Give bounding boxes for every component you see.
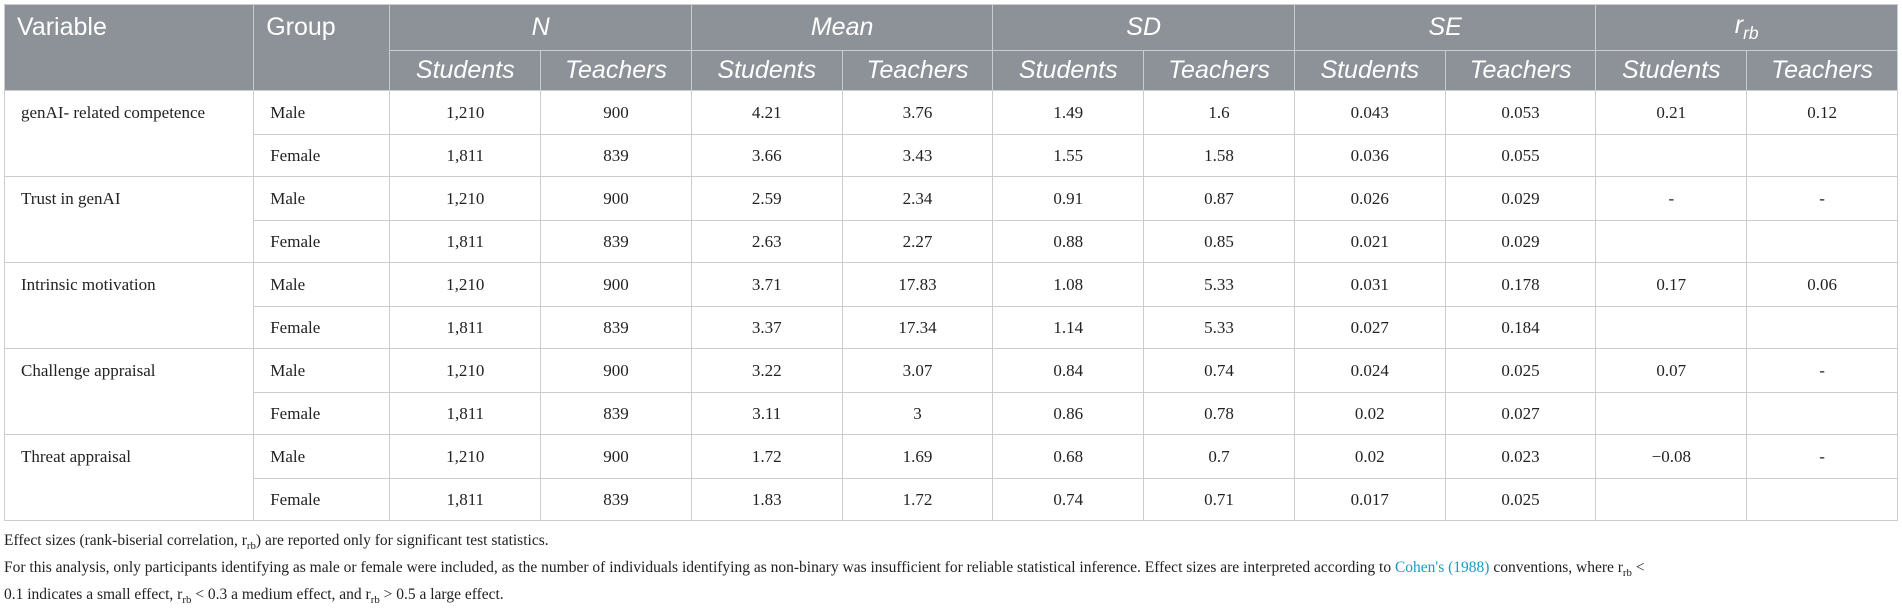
value-cell bbox=[1596, 393, 1747, 435]
header-variable: Variable bbox=[5, 5, 254, 91]
value-cell: 3.76 bbox=[842, 91, 993, 135]
value-cell: - bbox=[1596, 177, 1747, 221]
header-teachers: Teachers bbox=[1747, 51, 1898, 91]
value-cell: 1.69 bbox=[842, 435, 993, 479]
value-cell: 17.34 bbox=[842, 307, 993, 349]
value-cell: 2.27 bbox=[842, 221, 993, 263]
variable-cell: Threat appraisal bbox=[5, 435, 254, 521]
value-cell: 0.21 bbox=[1596, 91, 1747, 135]
header-se: SE bbox=[1294, 5, 1596, 51]
header-teachers: Teachers bbox=[541, 51, 692, 91]
value-cell: 1,210 bbox=[390, 435, 541, 479]
header-students: Students bbox=[691, 51, 842, 91]
table-row bbox=[5, 479, 1898, 521]
value-cell: 0.025 bbox=[1445, 479, 1596, 521]
header-group: Group bbox=[254, 5, 390, 91]
table-row bbox=[5, 91, 1898, 135]
header-teachers: Teachers bbox=[842, 51, 993, 91]
value-cell: 0.017 bbox=[1294, 479, 1445, 521]
value-cell bbox=[1596, 479, 1747, 521]
value-cell bbox=[1747, 393, 1898, 435]
value-cell: 1,811 bbox=[390, 307, 541, 349]
value-cell: 0.78 bbox=[1144, 393, 1295, 435]
value-cell: 839 bbox=[541, 307, 692, 349]
header-rrb bbox=[1596, 5, 1898, 51]
value-cell: 0.178 bbox=[1445, 263, 1596, 307]
group-cell: Female bbox=[254, 393, 390, 435]
value-cell: 3 bbox=[842, 393, 993, 435]
table-row bbox=[5, 307, 1898, 349]
header-n: N bbox=[390, 5, 692, 51]
value-cell: 0.74 bbox=[1144, 349, 1295, 393]
value-cell: 1.58 bbox=[1144, 135, 1295, 177]
value-cell: 2.34 bbox=[842, 177, 993, 221]
variable-cell: genAI- related competence bbox=[5, 91, 254, 177]
value-cell: 1,811 bbox=[390, 135, 541, 177]
header-mean: Mean bbox=[691, 5, 993, 51]
value-cell: 3.71 bbox=[691, 263, 842, 307]
value-cell bbox=[1596, 135, 1747, 177]
header-sd: SD bbox=[993, 5, 1295, 51]
group-cell: Female bbox=[254, 221, 390, 263]
value-cell: 0.17 bbox=[1596, 263, 1747, 307]
group-cell: Female bbox=[254, 479, 390, 521]
value-cell: 0.055 bbox=[1445, 135, 1596, 177]
value-cell: 3.43 bbox=[842, 135, 993, 177]
value-cell: 3.07 bbox=[842, 349, 993, 393]
value-cell: 1,210 bbox=[390, 91, 541, 135]
value-cell: 0.029 bbox=[1445, 221, 1596, 263]
value-cell bbox=[1747, 307, 1898, 349]
value-cell: 5.33 bbox=[1144, 307, 1295, 349]
value-cell: 3.37 bbox=[691, 307, 842, 349]
value-cell: 0.02 bbox=[1294, 435, 1445, 479]
value-cell: 839 bbox=[541, 479, 692, 521]
value-cell: 900 bbox=[541, 349, 692, 393]
group-cell: Male bbox=[254, 263, 390, 307]
value-cell: 1.14 bbox=[993, 307, 1144, 349]
value-cell: 900 bbox=[541, 263, 692, 307]
value-cell: 0.7 bbox=[1144, 435, 1295, 479]
value-cell: 0.024 bbox=[1294, 349, 1445, 393]
value-cell bbox=[1747, 479, 1898, 521]
group-cell: Male bbox=[254, 177, 390, 221]
header-teachers: Teachers bbox=[1144, 51, 1295, 91]
value-cell: 1.49 bbox=[993, 91, 1144, 135]
value-cell: 0.029 bbox=[1445, 177, 1596, 221]
table-row bbox=[5, 263, 1898, 307]
footnote-2: For this analysis, only participants identifying as male or female were included, as the number of individuals identifying as non-binary was insufficient for reliable statistical inference. Effect sizes are interpreted according to Cohen's (1988) conventions, where $r_{rb}$ < 0.1 indicates a small effect, $r_{rb} < 0.3$ a medium effect, and $r_{rb} > 0.5$ a large effect. bbox=[4, 559, 1645, 607]
variable-cell: Intrinsic motivation bbox=[5, 263, 254, 349]
value-cell: 0.036 bbox=[1294, 135, 1445, 177]
value-cell: 17.83 bbox=[842, 263, 993, 307]
value-cell bbox=[1596, 221, 1747, 263]
header-students: Students bbox=[1294, 51, 1445, 91]
table-container bbox=[4, 4, 1898, 521]
value-cell: - bbox=[1747, 349, 1898, 393]
value-cell: 0.71 bbox=[1144, 479, 1295, 521]
value-cell: 0.87 bbox=[1144, 177, 1295, 221]
table-body bbox=[5, 91, 1898, 521]
value-cell: 0.184 bbox=[1445, 307, 1596, 349]
value-cell: 839 bbox=[541, 135, 692, 177]
variable-cell: Challenge appraisal bbox=[5, 349, 254, 435]
value-cell: 1.55 bbox=[993, 135, 1144, 177]
value-cell: 2.59 bbox=[691, 177, 842, 221]
table-row bbox=[5, 349, 1898, 393]
value-cell: 0.12 bbox=[1747, 91, 1898, 135]
header-students: Students bbox=[993, 51, 1144, 91]
footnote-1: Effect sizes (rank-biserial correlation, $r_{rb}$) are reported only for significant test statistics. bbox=[4, 532, 549, 553]
value-cell: - bbox=[1747, 435, 1898, 479]
value-cell: 1,811 bbox=[390, 479, 541, 521]
value-cell: 1,210 bbox=[390, 349, 541, 393]
value-cell: 0.88 bbox=[993, 221, 1144, 263]
value-cell: 3.11 bbox=[691, 393, 842, 435]
table-row bbox=[5, 135, 1898, 177]
value-cell: 0.06 bbox=[1747, 263, 1898, 307]
value-cell: 1.08 bbox=[993, 263, 1144, 307]
value-cell: - bbox=[1747, 177, 1898, 221]
value-cell: 5.33 bbox=[1144, 263, 1295, 307]
value-cell: 1,811 bbox=[390, 221, 541, 263]
value-cell: 839 bbox=[541, 221, 692, 263]
header-students: Students bbox=[390, 51, 541, 91]
value-cell: 1,210 bbox=[390, 263, 541, 307]
table-row bbox=[5, 177, 1898, 221]
value-cell: 0.027 bbox=[1294, 307, 1445, 349]
citation-link[interactable]: Cohen's (1988) bbox=[1394, 559, 1490, 577]
header-students: Students bbox=[1596, 51, 1747, 91]
value-cell: 1,210 bbox=[390, 177, 541, 221]
header-rrb-main: r bbox=[1734, 11, 1744, 39]
variable-cell: Trust in genAI bbox=[5, 177, 254, 263]
value-cell: 0.85 bbox=[1144, 221, 1295, 263]
value-cell bbox=[1596, 307, 1747, 349]
value-cell: −0.08 bbox=[1596, 435, 1747, 479]
value-cell: 1,811 bbox=[390, 393, 541, 435]
table-row bbox=[5, 221, 1898, 263]
value-cell: 1.72 bbox=[691, 435, 842, 479]
value-cell: 0.021 bbox=[1294, 221, 1445, 263]
header-teachers: Teachers bbox=[1445, 51, 1596, 91]
value-cell: 0.07 bbox=[1596, 349, 1747, 393]
value-cell: 900 bbox=[541, 91, 692, 135]
group-cell: Male bbox=[254, 349, 390, 393]
group-cell: Female bbox=[254, 135, 390, 177]
results-table bbox=[4, 4, 1898, 521]
table-row bbox=[5, 393, 1898, 435]
value-cell: 0.027 bbox=[1445, 393, 1596, 435]
value-cell: 0.02 bbox=[1294, 393, 1445, 435]
value-cell: 0.023 bbox=[1445, 435, 1596, 479]
value-cell: 0.91 bbox=[993, 177, 1144, 221]
value-cell: 3.22 bbox=[691, 349, 842, 393]
table-row bbox=[5, 435, 1898, 479]
value-cell: 900 bbox=[541, 435, 692, 479]
group-cell: Female bbox=[254, 307, 390, 349]
value-cell: 0.043 bbox=[1294, 91, 1445, 135]
value-cell: 0.025 bbox=[1445, 349, 1596, 393]
value-cell: 900 bbox=[541, 177, 692, 221]
group-cell: Male bbox=[254, 91, 390, 135]
value-cell: 0.031 bbox=[1294, 263, 1445, 307]
value-cell: 0.053 bbox=[1445, 91, 1596, 135]
value-cell: 1.72 bbox=[842, 479, 993, 521]
value-cell bbox=[1747, 135, 1898, 177]
value-cell bbox=[1747, 221, 1898, 263]
group-cell: Male bbox=[254, 435, 390, 479]
value-cell: 0.68 bbox=[993, 435, 1144, 479]
value-cell: 0.74 bbox=[993, 479, 1144, 521]
value-cell: 0.84 bbox=[993, 349, 1144, 393]
value-cell: 839 bbox=[541, 393, 692, 435]
table-header bbox=[5, 5, 1898, 91]
value-cell: 0.86 bbox=[993, 393, 1144, 435]
value-cell: 1.6 bbox=[1144, 91, 1295, 135]
value-cell: 3.66 bbox=[691, 135, 842, 177]
value-cell: 1.83 bbox=[691, 479, 842, 521]
value-cell: 0.026 bbox=[1294, 177, 1445, 221]
header-rrb-sub: rb bbox=[1743, 23, 1759, 43]
value-cell: 2.63 bbox=[691, 221, 842, 263]
value-cell: 4.21 bbox=[691, 91, 842, 135]
